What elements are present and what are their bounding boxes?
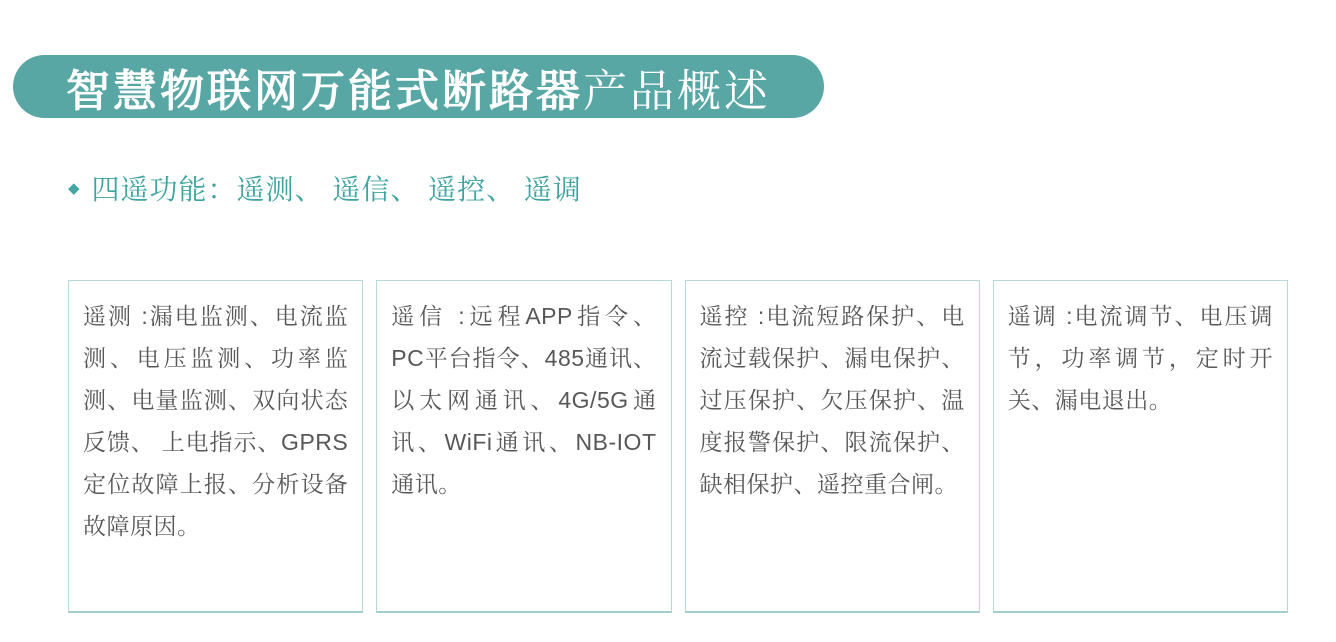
page-title-regular: 产品概述 — [583, 66, 771, 116]
diamond-bullet-icon: ◆ — [68, 179, 80, 197]
feature-box-telesignal: 遥信 :远程APP指令、 PC平台指令、485通讯、以太网通讯、4G/5G通讯、WiFi通讯、NB-IOT通讯。 — [376, 280, 671, 613]
page-title-banner — [13, 55, 824, 118]
subtitle-text: 四遥功能：遥测、 遥信、 遥控、 遥调 — [91, 174, 582, 205]
feature-box-telemetry: 遥测 :漏电监测、电流监测、电压监测、功率监测、电量监测、双向状态反馈、 上电指示、GPRS定位故障上报、分析设备故障原因。 — [68, 280, 363, 613]
feature-box-row — [68, 280, 1288, 613]
page-title-bold: 智慧物联网万能式断路器 — [66, 66, 583, 116]
subtitle — [68, 168, 582, 208]
feature-box-teleadjust: 遥调 :电流调节、电压调节，功率调节，定时开关、漏电退出。 — [993, 280, 1288, 613]
feature-box-telecontrol: 遥控 :电流短路保护、电流过载保护、漏电保护、过压保护、欠压保护、温度报警保护、限流保护、缺相保护、遥控重合闸。 — [685, 280, 980, 613]
